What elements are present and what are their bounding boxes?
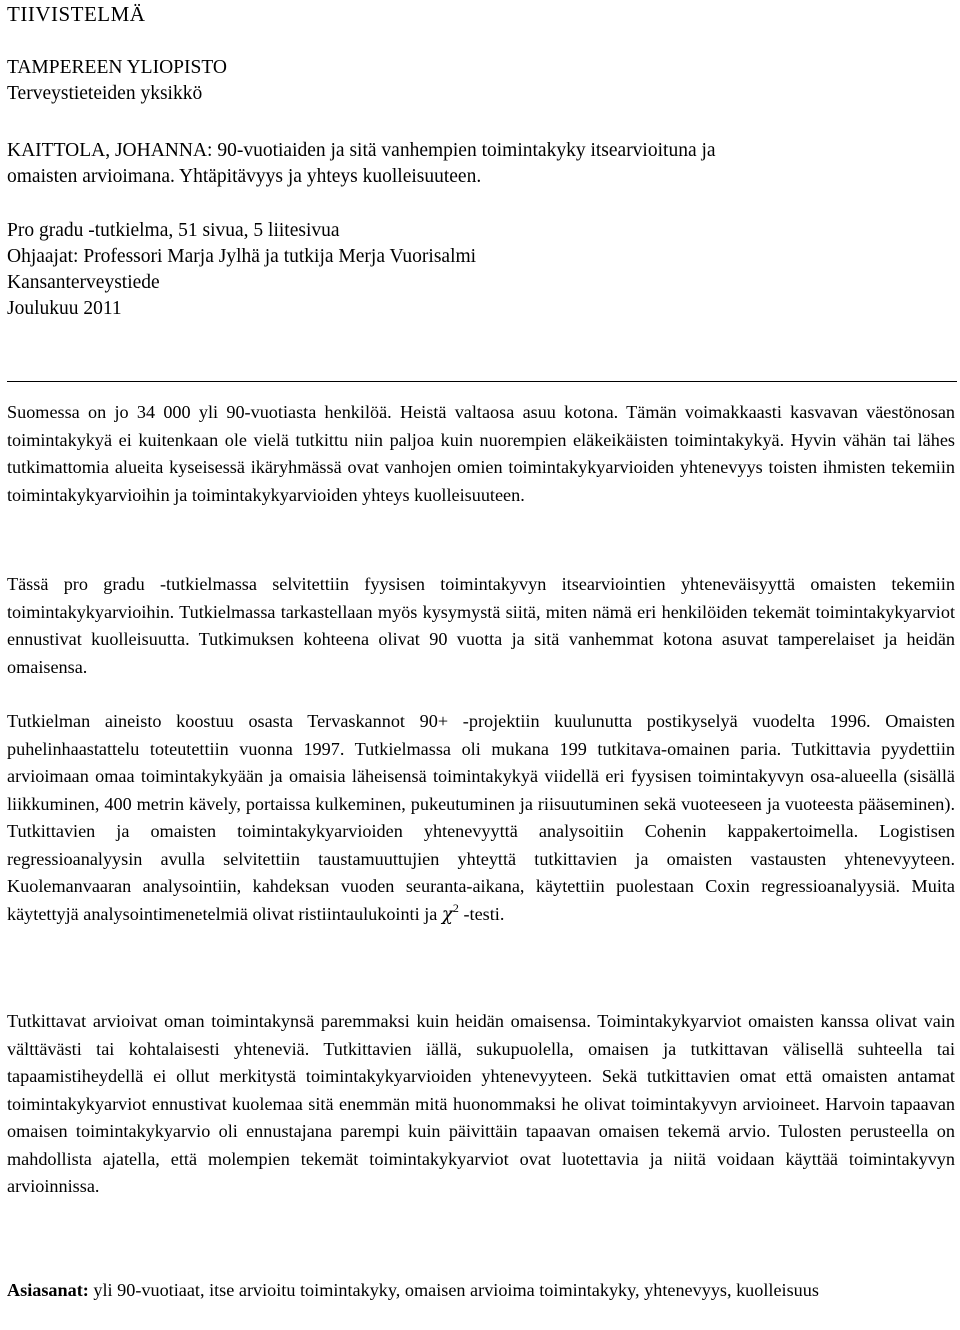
paragraph-3 <box>7 708 955 928</box>
author-title-line-2: omaisten arvioimana. Yhtäpitävyys ja yhteys kuolleisuuteen. <box>7 166 482 187</box>
date: Joulukuu 2011 <box>7 298 122 319</box>
paragraph-2 <box>7 571 955 681</box>
paragraph-4 <box>7 1008 955 1201</box>
author-title-line-1: KAITTOLA, JOHANNA: 90-vuotiaiden ja sitä vanhempien toimintakyky itsearvioituna ja <box>7 140 716 161</box>
thesis-info-block <box>7 218 955 322</box>
header-divider <box>7 381 957 382</box>
chi-superscript: 2 <box>452 900 459 915</box>
unit-name: Terveystieteiden yksikkö <box>7 83 203 104</box>
subject: Kansanterveystiede <box>7 272 160 293</box>
paragraph-2-text: Tässä pro gradu -tutkielmassa selvitettiin fyysisen toimintakyvyn itsearviointien yhteneväisyyttä omaisten tekemiin toimintakykyarvioihin. Tutkielmassa tarkastellaan myös kysymystä siitä, miten nämä eri henkilöiden tekemät toimintakykyarviot ennustivat kuolleisuutta. Tutkimuksen kohteena olivat 90 vuotta ja sitä vanhemmat kotona asuvat tamperelaiset ja heidän omaisensa. <box>7 574 955 677</box>
university-name: TAMPEREEN YLIOPISTO <box>7 57 227 78</box>
university-block <box>7 55 955 107</box>
supervisors: Ohjaajat: Professori Marja Jylhä ja tutkija Merja Vuorisalmi <box>7 246 477 267</box>
paragraph-1 <box>7 399 955 509</box>
keywords-list: yli 90-vuotiaat, itse arvioitu toimintakyky, omaisen arvioima toimintakyky, yhtenevyys, kuolleisuus <box>88 1280 819 1300</box>
chi-symbol: χ <box>441 903 453 925</box>
abstract-title: TIIVISTELMÄ <box>7 2 146 26</box>
paragraph-3-text <box>7 708 955 928</box>
keywords-text <box>7 1277 955 1305</box>
thesis-info: Pro gradu -tutkielma, 51 sivua, 5 liitesivua <box>7 220 340 241</box>
keywords <box>7 1277 955 1305</box>
paragraph-1-text: Suomessa on jo 34 000 yli 90-vuotiasta henkilöä. Heistä valtaosa asuu kotona. Tämän voimakkaasti kasvavan väestönosan toimintakykyä ei kuitenkaan ole vielä tutkittu niin paljoa kuin nuorempien eläkeikäisten toimintakykyä. Hyvin vähän tai lähes tutkimattomia alueita kyseisessä ikäryhmässä ovat vanhojen omien toimintakykyarvioiden yhtenevyys toisten ihmisten tekemiin toimintakykyarvioihin ja toimintakykyarvioiden yhteys kuolleisuuteen. <box>7 402 955 505</box>
keywords-label: Asiasanat: <box>7 1280 89 1300</box>
paragraph-4-text: Tutkittavat arvioivat oman toimintakynsä paremmaksi kuin heidän omaisensa. Toimintakykyarviot omaisten kanssa olivat vain välttävästi tai kohtalaisesti yhteneviä. Tutkittavien iällä, sukupuolella, omaisen ja tutkittavan välisellä suhteella tai tapaamistiheydellä ei ollut merkitystä toimintakykyarvioiden yhtenevyyteen. Sekä tutkittavien omat että omaisten antamat toimintakykyarviot ennustivat kuolemaa sitä enemmän mitä huonommaksi he olivat toimintakyvyn arvioineet. Harvoin tapaavan omaisen toimintakykyarvio oli ennustajana parempi kuin päivittäin tapaavan omaisen tekemä arvio. Tulosten perusteella on mahdollista ajatella, että molempien tekemät toimintakykyarviot ovat luotettavia ja niitä voidaan käyttää toimintakyvyn arvioinnissa. <box>7 1011 955 1196</box>
paragraph-3-main: Tutkielman aineisto koostuu osasta Tervaskannot 90+ -projektiin kuulunutta postikyselyä vuodelta 1996. Omaisten puhelinhaastattelu toteutettiin vuonna 1997. Tutkielmassa oli mukana 199 tutkitava-omainen paria. Tutkittavia pyydettiin arvioimaan omaa toimintakykyään ja omaisia läheisensä toimintakykyä viidellä eri fyysisen toimintakyvyn osa-alueella (sisällä liikkuminen, 400 metrin kävely, portaissa kulkeminen, pukeutuminen ja riisuutuminen sekä vuoteeseen ja vuoteesta pääseminen). Tutkittavien ja omaisten toimintakykyarvioiden yhtenevyyttä analysoitiin Cohenin kappakertoimella. Logistisen regressioanalyysin avulla selvitettiin taustamuuttujien yhteyttä tutkittavien ja omaisten vastausten yhtenevyyteen. Kuolemanvaaran analysointiin, kahdeksan vuoden seuranta-aikana, käytettiin puolestaan Coxin regressioanalyysiä. Muita käytettyjä analysointimenetelmiä olivat ristiintaulukointi ja <box>7 711 955 924</box>
author-title-block <box>7 138 955 190</box>
paragraph-3-end: -testi. <box>458 903 505 924</box>
